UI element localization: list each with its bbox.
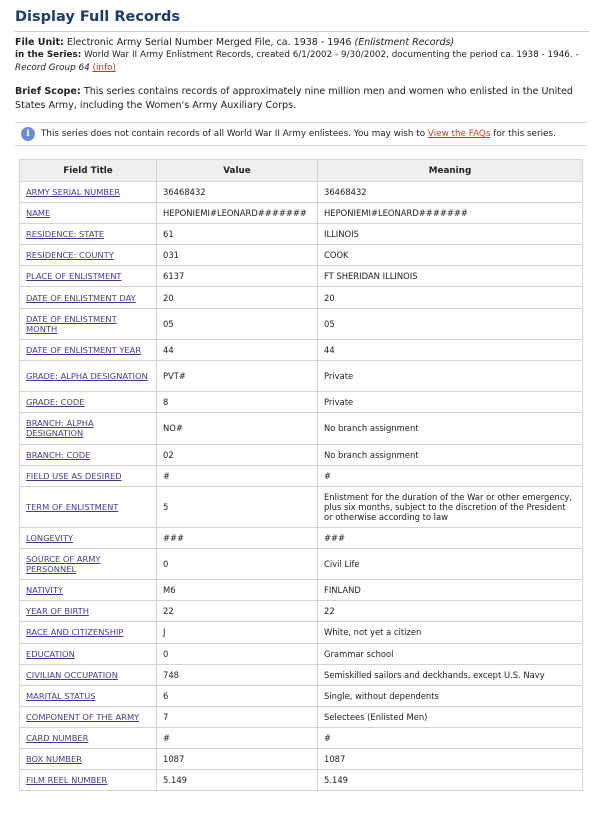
field-title-cell	[20, 308, 157, 339]
field-title-link[interactable]: GRADE: CODE	[26, 397, 85, 408]
value-cell: #	[157, 727, 318, 748]
field-title-link[interactable]: DATE OF ENLISTMENT YEAR	[26, 344, 142, 355]
field-title-cell	[20, 548, 157, 579]
field-title-link[interactable]: SOURCE OF ARMY PERSONNEL	[26, 554, 101, 575]
value-cell: 02	[157, 444, 318, 465]
series-label: in the Series:	[15, 50, 82, 60]
meaning-cell: 05	[318, 308, 583, 339]
table-row	[20, 287, 583, 308]
table-row	[20, 580, 583, 601]
field-title-link[interactable]: RESIDENCE: COUNTY	[26, 250, 114, 261]
field-title-link[interactable]: RESIDENCE: STATE	[26, 229, 105, 240]
table-row	[20, 413, 583, 444]
value-cell: 0	[157, 643, 318, 664]
field-title-cell	[20, 664, 157, 685]
field-title-cell	[20, 748, 157, 769]
value-cell: PVT#	[157, 360, 318, 391]
field-title-link[interactable]: NATIVITY	[26, 585, 64, 596]
field-title-link[interactable]: DATE OF ENLISTMENT DAY	[26, 292, 136, 303]
table-row	[20, 182, 583, 203]
field-title-cell	[20, 727, 157, 748]
view-faqs-link[interactable]: View the FAQs	[427, 129, 491, 139]
field-title-link[interactable]: EDUCATION	[26, 648, 75, 659]
meaning-cell: 44	[318, 339, 583, 360]
meaning-cell: No branch assignment	[318, 413, 583, 444]
file-unit-title: Electronic Army Serial Number Merged File, ca. 1938 - 1946	[66, 37, 352, 48]
meaning-cell: COOK	[318, 245, 583, 266]
info-icon: i	[21, 127, 35, 141]
field-title-link[interactable]: ARMY SERIAL NUMBER	[26, 187, 121, 198]
table-row	[20, 727, 583, 748]
field-title-cell	[20, 643, 157, 664]
table-row	[20, 748, 583, 769]
value-cell: 031	[157, 245, 318, 266]
value-cell: 6137	[157, 266, 318, 287]
meaning-cell: Selectees (Enlisted Men)	[318, 706, 583, 727]
table-row	[20, 601, 583, 622]
field-title-link[interactable]: COMPONENT OF THE ARMY	[26, 711, 140, 722]
table-row	[20, 360, 583, 391]
meaning-cell: Enlistment for the duration of the War or other emergency, plus six months, subject to the discretion of the President or otherwise according to law	[318, 486, 583, 527]
meaning-cell: HEPONIEMI#LEONARD#######	[318, 203, 583, 224]
meaning-cell: FINLAND	[318, 580, 583, 601]
table-row	[20, 664, 583, 685]
meaning-cell: White, not yet a citizen	[318, 622, 583, 643]
meaning-cell: ILLINOIS	[318, 224, 583, 245]
value-cell: 20	[157, 287, 318, 308]
field-title-cell	[20, 706, 157, 727]
value-cell: 5.149	[157, 770, 318, 791]
field-title-cell	[20, 203, 157, 224]
field-title-link[interactable]: PLACE OF ENLISTMENT	[26, 271, 122, 282]
record-group-line	[15, 62, 585, 75]
value-cell: 748	[157, 664, 318, 685]
meaning-cell: Private	[318, 392, 583, 413]
value-cell: 1087	[157, 748, 318, 769]
meaning-cell: No branch assignment	[318, 444, 583, 465]
value-cell: 8	[157, 392, 318, 413]
meaning-cell: #	[318, 727, 583, 748]
value-cell: J	[157, 622, 318, 643]
brief-scope-text: This series contains records of approximately nine million men and women who enlisted in the United States Army, including the Women's Army Auxiliary Corps.	[15, 86, 574, 111]
value-cell: 5	[157, 486, 318, 527]
info-link[interactable]: (info)	[92, 63, 116, 73]
column-header-meaning: Meaning	[318, 160, 583, 182]
field-title-link[interactable]: BRANCH: ALPHA DESIGNATION	[26, 418, 94, 439]
field-title-cell	[20, 339, 157, 360]
series-text: World War II Army Enlistment Records, created 6/1/2002 - 9/30/2002, documenting the period ca. 1938 - 1946. -	[84, 50, 579, 60]
value-cell: 7	[157, 706, 318, 727]
field-title-link[interactable]: LONGEVITY	[26, 532, 73, 543]
field-title-cell	[20, 580, 157, 601]
field-title-cell	[20, 444, 157, 465]
field-title-cell	[20, 685, 157, 706]
meaning-cell: #	[318, 465, 583, 486]
meaning-cell: Semiskilled sailors and deckhands, except U.S. Navy	[318, 664, 583, 685]
notice-text-before: This series does not contain records of all World War II Army enlistees. You may wish to	[41, 129, 426, 139]
notice-banner	[15, 122, 587, 146]
brief-scope-label: Brief Scope:	[15, 86, 81, 97]
field-title-link[interactable]: GRADE: ALPHA DESIGNATION	[26, 371, 148, 382]
value-cell: 6	[157, 685, 318, 706]
value-cell: 36468432	[157, 182, 318, 203]
table-row	[20, 465, 583, 486]
file-unit-subtitle: (Enlistment Records)	[354, 37, 455, 48]
divider	[15, 31, 589, 32]
table-row	[20, 622, 583, 643]
notice-text	[41, 129, 556, 139]
value-cell: #	[157, 465, 318, 486]
table-row	[20, 706, 583, 727]
field-title-cell	[20, 245, 157, 266]
field-title-link[interactable]: CARD NUMBER	[26, 732, 89, 743]
field-title-link[interactable]: BRANCH: CODE	[26, 449, 91, 460]
page-title: Display Full Records	[15, 9, 181, 25]
value-cell: 44	[157, 339, 318, 360]
field-title-link[interactable]: RACE AND CITIZENSHIP	[26, 627, 124, 638]
meaning-cell: 5.149	[318, 770, 583, 791]
value-cell: 05	[157, 308, 318, 339]
field-title-cell	[20, 770, 157, 791]
field-title-link[interactable]: FILM REEL NUMBER	[26, 775, 108, 786]
field-title-cell	[20, 392, 157, 413]
value-cell: ###	[157, 527, 318, 548]
field-title-link[interactable]: FIELD USE AS DESIRED	[26, 470, 122, 481]
field-title-cell	[20, 622, 157, 643]
field-title-link[interactable]: CIVILIAN OCCUPATION	[26, 669, 118, 680]
table-row	[20, 444, 583, 465]
field-title-cell	[20, 465, 157, 486]
field-title-cell	[20, 601, 157, 622]
brief-scope	[15, 85, 585, 113]
table-row	[20, 203, 583, 224]
meaning-cell: Grammar school	[318, 643, 583, 664]
field-title-cell	[20, 224, 157, 245]
value-cell: 61	[157, 224, 318, 245]
table-row	[20, 245, 583, 266]
field-title-link[interactable]: MARITAL STATUS	[26, 690, 96, 701]
field-title-cell	[20, 486, 157, 527]
table-body	[20, 182, 583, 791]
meaning-cell: Civil Life	[318, 548, 583, 579]
table-row	[20, 548, 583, 579]
field-title-cell	[20, 413, 157, 444]
field-title-cell	[20, 360, 157, 391]
field-title-cell	[20, 527, 157, 548]
meaning-cell: ###	[318, 527, 583, 548]
notice-text-after: for this series.	[493, 129, 556, 139]
series-line	[15, 49, 585, 62]
field-title-link[interactable]: BOX NUMBER	[26, 754, 83, 765]
file-unit-line	[15, 36, 585, 49]
meaning-cell: 1087	[318, 748, 583, 769]
file-unit-label: File Unit:	[15, 37, 64, 48]
record-metadata	[15, 36, 585, 75]
meaning-cell: 36468432	[318, 182, 583, 203]
value-cell: M6	[157, 580, 318, 601]
value-cell: 0	[157, 548, 318, 579]
column-header-field-title: Field Title	[20, 160, 157, 182]
table-row	[20, 266, 583, 287]
table-row	[20, 527, 583, 548]
table-header-row	[20, 160, 583, 182]
field-title-link[interactable]: DATE OF ENLISTMENT MONTH	[26, 313, 117, 334]
table-row	[20, 486, 583, 527]
field-title-link[interactable]: YEAR OF BIRTH	[26, 606, 89, 617]
value-cell: HEPONIEMI#LEONARD#######	[157, 203, 318, 224]
table-row	[20, 643, 583, 664]
record-group: Record Group 64	[15, 63, 90, 73]
value-cell: NO#	[157, 413, 318, 444]
field-title-cell	[20, 182, 157, 203]
meaning-cell: Private	[318, 360, 583, 391]
table-row	[20, 685, 583, 706]
table-row	[20, 339, 583, 360]
field-title-cell	[20, 287, 157, 308]
value-cell: 22	[157, 601, 318, 622]
meaning-cell: 20	[318, 287, 583, 308]
column-header-value: Value	[157, 160, 318, 182]
table-row	[20, 770, 583, 791]
field-title-link[interactable]: NAME	[26, 208, 51, 219]
table-row	[20, 392, 583, 413]
field-title-link[interactable]: TERM OF ENLISTMENT	[26, 501, 119, 512]
table-row	[20, 308, 583, 339]
meaning-cell: 22	[318, 601, 583, 622]
meaning-cell: Single, without dependents	[318, 685, 583, 706]
table-row	[20, 224, 583, 245]
records-table	[19, 159, 583, 791]
field-title-cell	[20, 266, 157, 287]
meaning-cell: FT SHERIDAN ILLINOIS	[318, 266, 583, 287]
